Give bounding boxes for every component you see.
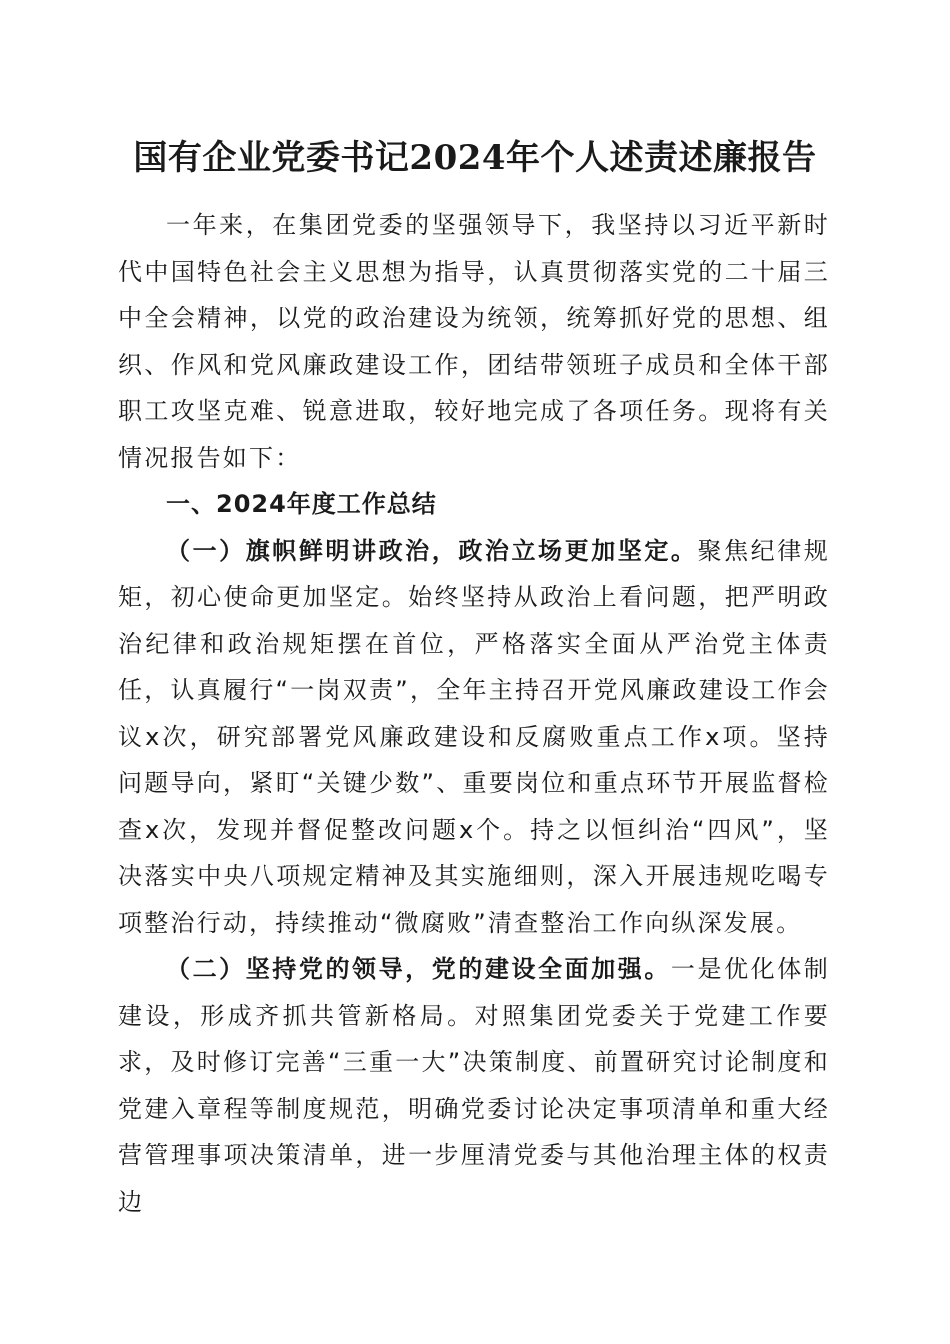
item-1-lead: （一）旗帜鲜明讲政治，政治立场更加坚定。: [166, 536, 698, 565]
document-body: [118, 202, 830, 1225]
document-title: 国有企业党委书记2024年个人述责述廉报告: [133, 138, 817, 178]
paragraph-item-1: [118, 528, 830, 947]
section-heading-1: 一、2024年度工作总结: [166, 490, 437, 518]
item-2-lead: （二）坚持党的领导，党的建设全面加强。: [166, 955, 671, 983]
paragraph-item-2: [118, 946, 830, 1225]
item-2-body: 一是优化体制建设，形成齐抓共管新格局。对照集团党委关于党建工作要求，及时修订完善“三重一大”决策制度、前置研究讨论制度和党建入章程等制度规范，明确党委讨论决定事项清单和重大经营管理事项决策清单，进一步厘清党委与其他治理主体的权责边: [118, 955, 830, 1216]
intro-paragraph: 一年来，在集团党委的坚强领导下，我坚持以习近平新时代中国特色社会主义思想为指导，认真贯彻落实党的二十届三中全会精神，以党的政治建设为统领，统筹抓好党的思想、组织、作风和党风廉政建设工作，团结带领班子成员和全体干部职工攻坚克难、锐意进取，较好地完成了各项任务。现将有关情况报告如下：: [118, 211, 830, 472]
item-1-body: 聚焦纪律规矩，初心使命更加坚定。始终坚持从政治上看问题，把严明政治纪律和政治规矩摆在首位，严格落实全面从严治党主体责任，认真履行“一岗双责”，全年主持召开党风廉政建设工作会议x次，研究部署党风廉政建设和反腐败重点工作x项。坚持问题导向，紧盯“关键少数”、重要岗位和重点环节开展监督检查x次，发现并督促整改问题x个。持之以恒纠治“四风”，坚决落实中央八项规定精神及其实施细则，深入开展违规吃喝专项整治行动，持续推动“微腐败”清查整治工作向纵深发展。: [118, 536, 830, 937]
